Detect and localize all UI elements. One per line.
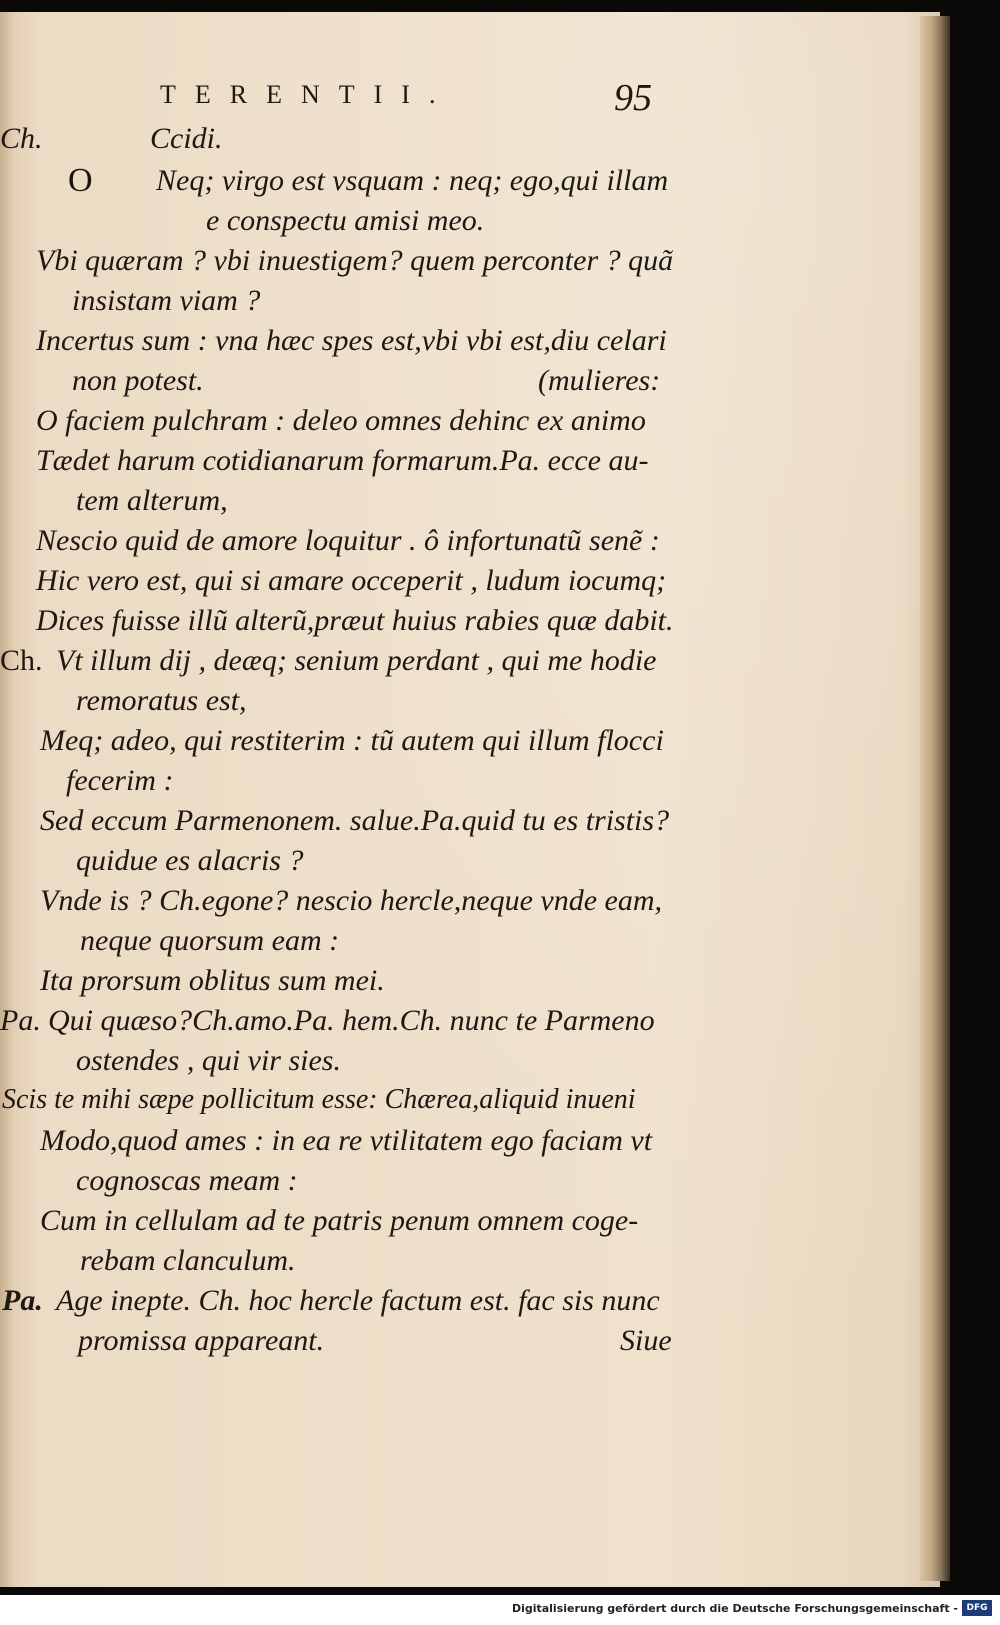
text-line: tem alterum, xyxy=(76,484,228,517)
text-line: non potest. xyxy=(72,364,204,397)
text-line: Cum in cellulam ad te patris penum omnem coge- xyxy=(40,1204,639,1237)
speaker-label: Ch. xyxy=(0,122,43,155)
text-line: Neq; virgo est vsquam : neq; ego,qui illam xyxy=(156,164,669,197)
text-line: Incertus sum : vna hæc spes est,vbi vbi est,diu celari xyxy=(36,324,667,357)
text-line: O faciem pulchram : deleo omnes dehinc ex animo xyxy=(36,404,646,437)
text-line: insistam viam ? xyxy=(72,284,261,317)
running-head: TERENTII. xyxy=(160,80,455,109)
text-line: rebam clanculum. xyxy=(80,1244,296,1277)
text-line: Ccidi. xyxy=(150,122,223,155)
text-line: Ita prorsum oblitus sum mei. xyxy=(40,964,385,997)
text-line: fecerim : xyxy=(66,764,174,797)
speaker-label: Pa. xyxy=(2,1284,43,1317)
text-line: Vbi quæram ? vbi inuestigem? quem perconter ? quã xyxy=(36,244,674,277)
text-line: e conspectu amisi meo. xyxy=(206,204,485,237)
text-line: Age inepte. Ch. hoc hercle factum est. fac sis nunc xyxy=(56,1284,660,1317)
text-line: neque quorsum eam : xyxy=(80,924,340,957)
page-number: 95 xyxy=(614,77,652,119)
text-line: Vnde is ? Ch.egone? nescio hercle,neque vnde eam, xyxy=(40,884,663,917)
text-line: promissa appareant. xyxy=(78,1324,325,1357)
text-line: Nescio quid de amore loquitur . ô infortunatũ senẽ : xyxy=(36,524,660,557)
footer-credit: Digitalisierung gefördert durch die Deutsche Forschungsgemeinschaft - xyxy=(511,1602,958,1615)
catchword: Siue xyxy=(620,1324,672,1357)
text-line: Modo,quod ames : in ea re vtilitatem ego faciam vt xyxy=(40,1124,653,1157)
speaker-label: Pa. xyxy=(0,1004,41,1037)
drop-letter: O xyxy=(68,162,93,199)
text-line: Hic vero est, qui si amare occeperit , ludum iocumq; xyxy=(36,564,667,597)
dfg-logo: DFG xyxy=(962,1600,992,1616)
text-line: Qui quæso?Ch.amo.Pa. hem.Ch. nunc te Parmeno xyxy=(48,1004,655,1037)
text-line: ostendes , qui vir sies. xyxy=(76,1044,341,1077)
text-line-right: (mulieres: xyxy=(538,364,661,397)
text-line: cognoscas meam : xyxy=(76,1164,298,1197)
text-line: Meq; adeo, qui restiterim : tũ autem qui illum flocci xyxy=(40,724,664,757)
text-line: Vt illum dij , deæq; senium perdant , qui me hodie xyxy=(56,644,657,677)
text-line: Scis te mihi sæpe pollicitum esse: Chærea,aliquid inueni xyxy=(2,1084,636,1115)
text-line: quidue es alacris ? xyxy=(76,844,304,877)
text-line: Dices fuisse illũ alterũ,præut huius rabies quæ dabit. xyxy=(36,604,674,637)
speaker-label: Ch. xyxy=(0,644,43,677)
text-line: Sed eccum Parmenonem. salue.Pa.quid tu es tristis? xyxy=(40,804,670,837)
digitization-footer xyxy=(0,1595,1000,1625)
text-line: remoratus est, xyxy=(76,684,247,717)
text-line: Tædet harum cotidianarum formarum.Pa. ecce au- xyxy=(36,444,649,477)
